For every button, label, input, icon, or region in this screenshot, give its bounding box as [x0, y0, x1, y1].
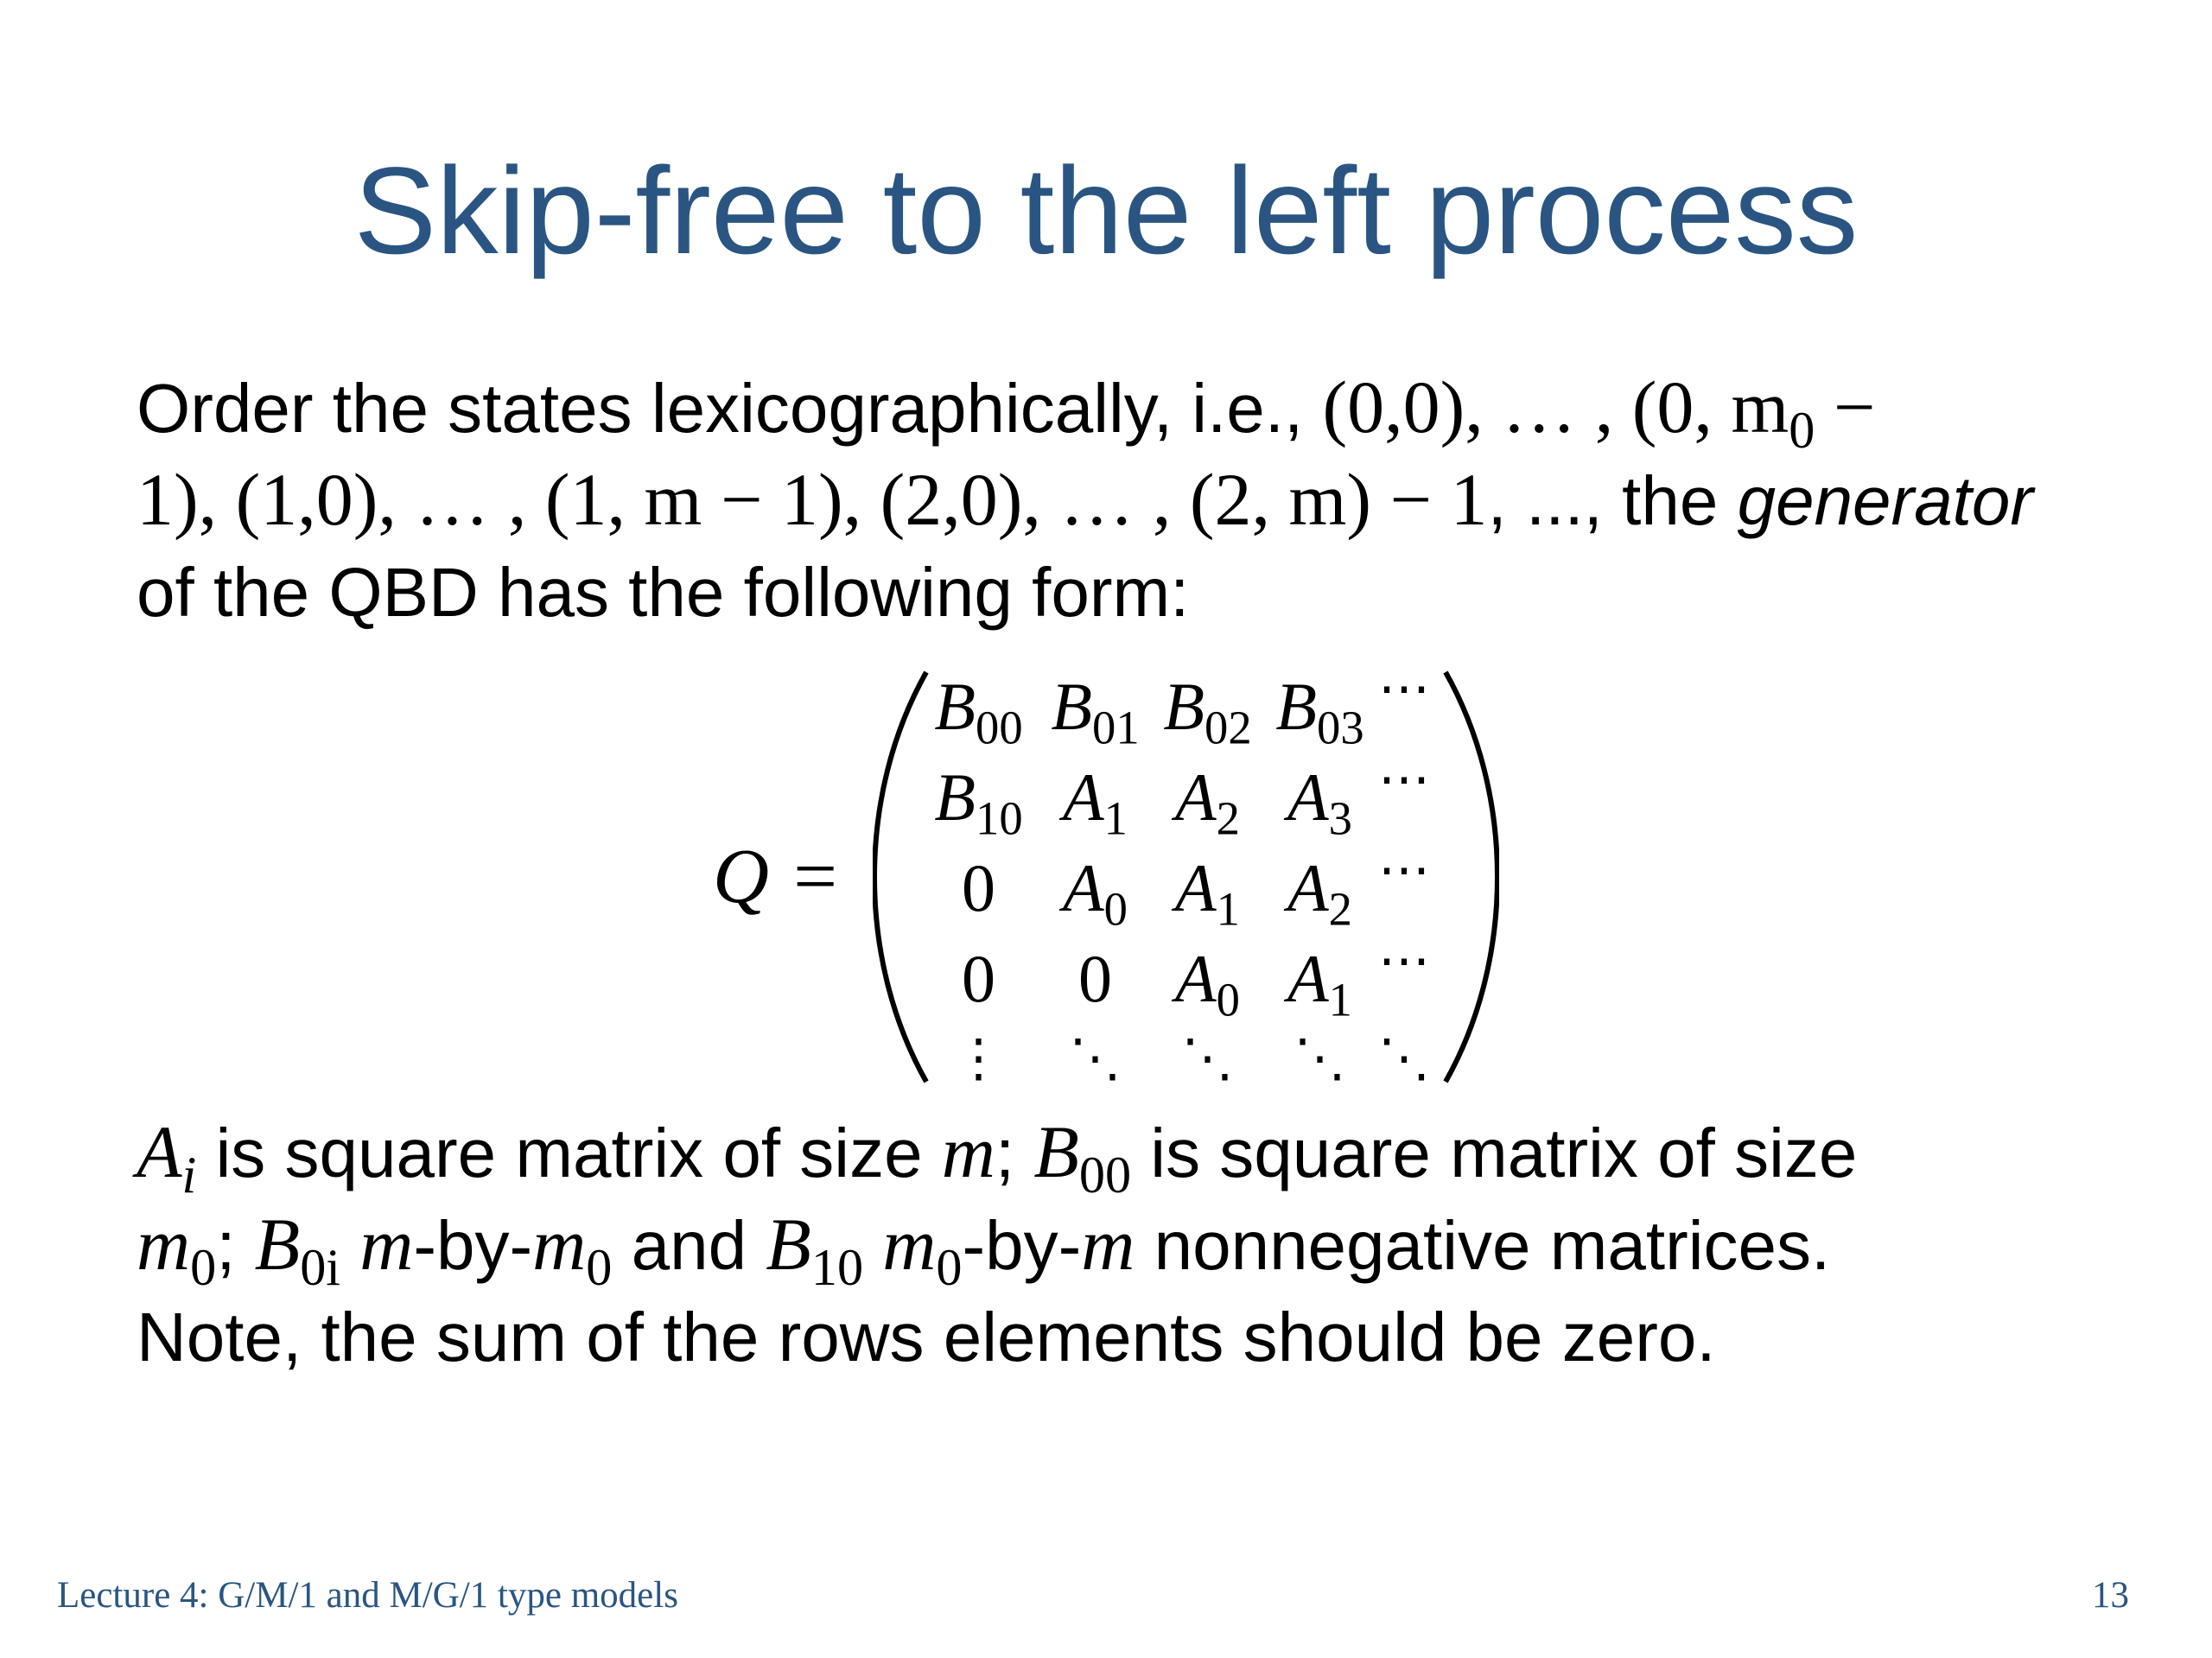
- matrix-cell-symbol: A: [1287, 941, 1329, 1016]
- slide-title: Skip-free to the left process: [353, 143, 1859, 280]
- matrix-cell-subscript: 01: [1092, 701, 1140, 754]
- b0i-base: B: [254, 1203, 301, 1286]
- a-i-base: A: [137, 1110, 182, 1193]
- matrix-cell-symbol: A: [1175, 850, 1217, 925]
- matrix-cell-symbol: B: [1163, 669, 1205, 744]
- matrix-cell-r1-c4: [1361, 745, 1447, 835]
- matrix-cell-symbol: A: [1063, 850, 1104, 925]
- footer-lecture-title: Lecture 4: G/M/1 and M/G/1 type models: [57, 1575, 678, 1616]
- notes-text-4: ;: [216, 1207, 255, 1284]
- notes-line-2: [137, 1198, 2124, 1298]
- matrix-cell-symbol: ⋱: [1378, 1030, 1430, 1087]
- matrix-cell-subscript: 3: [1328, 791, 1352, 845]
- matrix-cell-r3-c0: [920, 933, 1037, 1024]
- matrix-cell-r2-c2: [1149, 842, 1266, 936]
- matrix-cell-symbol: B: [1275, 669, 1318, 744]
- matrix-cell-r3-c1: [1037, 933, 1154, 1024]
- matrix-cell-symbol: B: [934, 669, 976, 744]
- intro-line-3: of the QBD has the following form:: [137, 554, 1190, 631]
- q-symbol: Q =: [713, 834, 842, 919]
- matrix-cell-r2-c1: [1037, 842, 1154, 936]
- m0-symbol-2: [532, 1203, 613, 1298]
- m0-symbol-3: [882, 1203, 963, 1298]
- matrix-cell-r4-c4: [1361, 1024, 1447, 1115]
- matrix-cell-r0-c0: [920, 661, 1037, 752]
- notes-text-7: and: [612, 1207, 766, 1284]
- matrix-cell-symbol: ⋯: [1378, 751, 1430, 808]
- intro-text-2: , ..., the: [1487, 462, 1738, 539]
- matrix-cell-symbol: ⋮: [952, 1030, 1005, 1087]
- matrix-cell-r4-c1: [1037, 1024, 1154, 1115]
- a-i-symbol: [137, 1110, 197, 1205]
- intro-text-1: Order the states lexicographically, i.e.,: [137, 370, 1323, 447]
- matrix-cell-r2-c4: [1361, 835, 1447, 926]
- matrix-grid: [920, 661, 1456, 1093]
- matrix-cell-symbol: A: [1175, 759, 1217, 835]
- matrix-cell-symbol: A: [1287, 759, 1329, 835]
- matrix-label: [713, 829, 841, 924]
- b00-base: B: [1033, 1110, 1079, 1193]
- notes-text-3: is square matrix of size: [1131, 1115, 1858, 1191]
- matrix-cell-symbol: ⋯: [1378, 660, 1430, 717]
- m0-base-3: m: [882, 1203, 937, 1286]
- b10-sub: 10: [810, 1239, 864, 1298]
- matrix-cell-symbol: 0: [962, 941, 995, 1016]
- matrix-cell-r1-c1: [1037, 752, 1154, 845]
- m-symbol-1: m: [941, 1110, 995, 1193]
- notes-text-6: -by-: [413, 1207, 533, 1284]
- notes-text-10: nonnegative matrices.: [1135, 1207, 1831, 1284]
- matrix-cell-r3-c2: [1149, 933, 1266, 1024]
- intro-paragraph: [137, 361, 2124, 638]
- b0i-symbol: [254, 1203, 341, 1298]
- matrix-cell-subscript: 03: [1317, 701, 1364, 754]
- footer-page-number: 13: [2092, 1575, 2129, 1616]
- matrix-cell-r4-c2: [1149, 1024, 1266, 1115]
- matrix-cell-r1-c2: [1149, 752, 1266, 845]
- m0-sub-2: 0: [586, 1239, 613, 1298]
- matrix-cell-subscript: 0: [1216, 973, 1240, 1026]
- matrix-cell-symbol: ⋱: [1294, 1030, 1346, 1087]
- matrix-cell-subscript: 2: [1328, 882, 1352, 936]
- intro-math-1-tail: −: [1815, 365, 1876, 448]
- b00-symbol: [1033, 1110, 1132, 1205]
- notes-text-1: is square matrix of size: [196, 1115, 942, 1191]
- intro-math-1-sub: 0: [1789, 402, 1815, 461]
- m0-symbol: [137, 1203, 217, 1298]
- b0i-sub: 0i: [300, 1239, 341, 1298]
- notes-text-2: ;: [995, 1115, 1034, 1191]
- matrix-cell-symbol: ⋯: [1378, 932, 1430, 989]
- m0-base-2: m: [532, 1203, 587, 1286]
- intro-line-1: [137, 361, 2124, 461]
- matrix-cell-symbol: A: [1287, 850, 1329, 925]
- matrix-cell-subscript: 02: [1205, 701, 1252, 754]
- matrix-cell-subscript: 2: [1216, 791, 1240, 845]
- matrix-cell-r0-c1: [1037, 661, 1154, 752]
- b10-symbol: [766, 1203, 864, 1298]
- matrix-cell-r1-c0: [920, 752, 1037, 845]
- generator-word: generator: [1737, 462, 2034, 539]
- matrix-cell-symbol: ⋱: [1069, 1030, 1122, 1087]
- b00-sub: 00: [1078, 1147, 1132, 1205]
- matrix-cell-symbol: 0: [1078, 941, 1112, 1016]
- notes-text-5: [340, 1207, 359, 1284]
- matrix-cell-subscript: 1: [1328, 973, 1352, 1026]
- matrix-cell-r0-c4: [1361, 654, 1447, 745]
- matrix-cell-symbol: A: [1175, 941, 1217, 1016]
- b10-base: B: [766, 1203, 811, 1286]
- notes-text-9: -by-: [962, 1207, 1082, 1284]
- notes-line-1: [137, 1106, 2124, 1205]
- intro-math-2: 1), (1,0), … , (1, m − 1), (2,0), … , (2, m) − 1: [137, 458, 1488, 541]
- matrix-cell-symbol: ⋱: [1181, 1030, 1234, 1087]
- matrix-cell-r3-c4: [1361, 926, 1447, 1017]
- matrix-cell-symbol: A: [1063, 759, 1104, 835]
- notes-line-3: Note, the sum of the rows elements should be zero.: [137, 1299, 1716, 1375]
- matrix-cell-subscript: 1: [1216, 882, 1240, 936]
- matrix-cell-symbol: B: [1051, 669, 1093, 744]
- matrix-cell-subscript: 10: [976, 791, 1023, 845]
- matrix-cell-r0-c2: [1149, 661, 1266, 752]
- m-symbol-3: m: [1081, 1203, 1135, 1286]
- matrix-cell-subscript: 1: [1103, 791, 1128, 845]
- m0-sub: 0: [190, 1239, 217, 1298]
- m0-base: m: [137, 1203, 191, 1286]
- m-symbol-2: m: [359, 1203, 414, 1286]
- notes-paragraph: [137, 1106, 2124, 1383]
- intro-math-1: [1322, 365, 1876, 461]
- matrix-cell-symbol: B: [934, 759, 976, 835]
- notes-text-8: [863, 1207, 882, 1284]
- matrix-cell-subscript: 0: [1103, 882, 1128, 936]
- matrix-cell-subscript: 00: [976, 701, 1023, 754]
- matrix-cell-symbol: ⋯: [1378, 842, 1430, 899]
- intro-math-1-main: (0,0), … , (0, m: [1322, 365, 1789, 448]
- m0-sub-3: 0: [936, 1239, 963, 1298]
- intro-line-2: [137, 454, 2124, 546]
- matrix-cell-r4-c0: [920, 1024, 1037, 1115]
- matrix-cell-r2-c0: [920, 842, 1037, 933]
- matrix-cell-symbol: 0: [962, 850, 995, 925]
- a-i-sub: i: [181, 1147, 197, 1205]
